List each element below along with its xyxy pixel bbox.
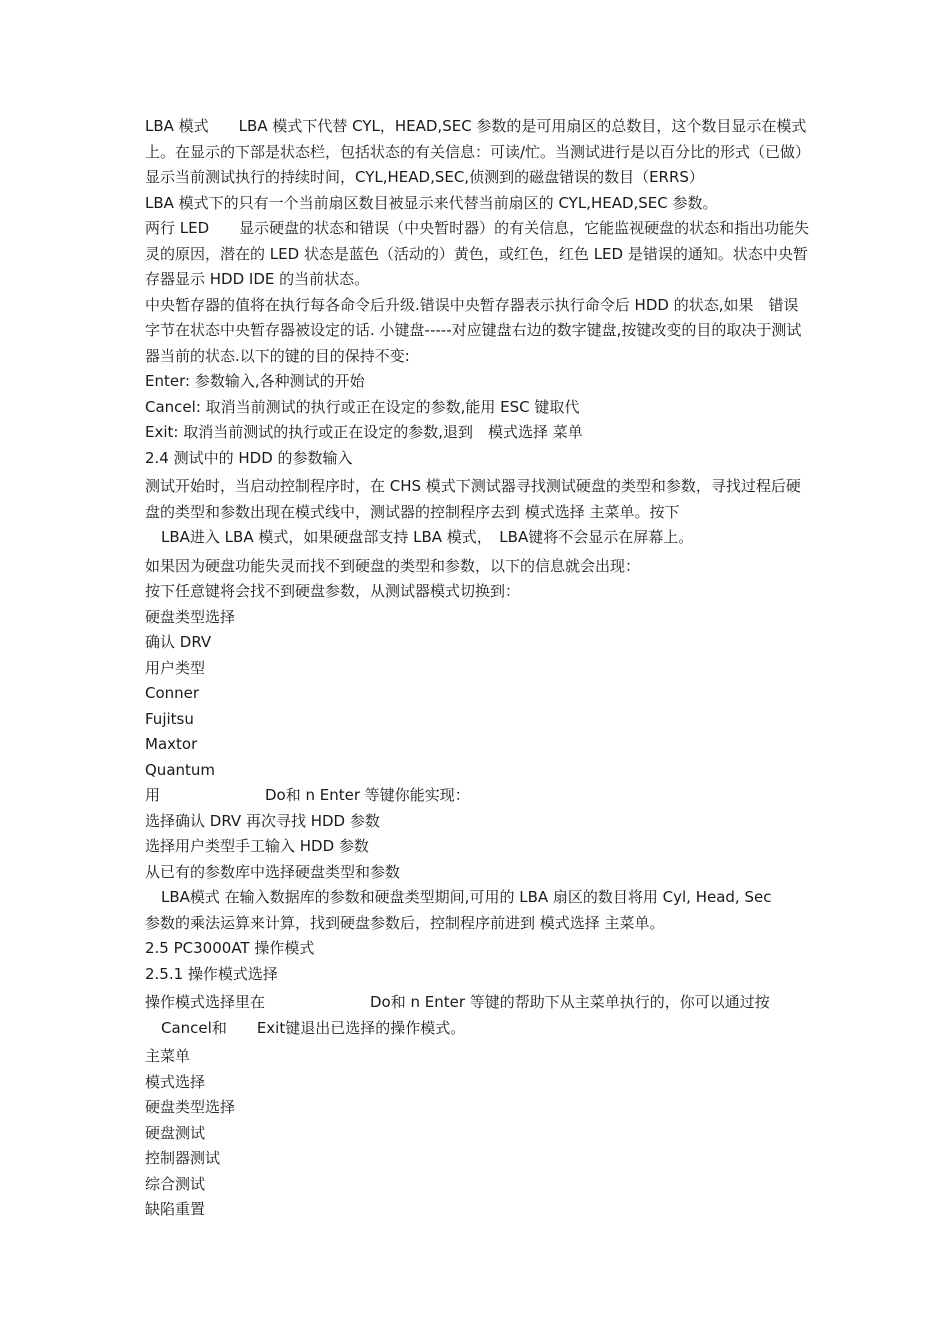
section-heading-2-4: 2.4 测试中的 HDD 的参数输入 xyxy=(145,448,353,467)
paragraph-op-select: 操作模式选择里在 Do和 n Enter 等键的帮助下从主菜单执行的，你可以通过按 xyxy=(145,993,770,1011)
list-item: Quantum xyxy=(145,760,216,779)
list-item: Conner xyxy=(145,684,200,702)
list-item: Fujitsu xyxy=(145,709,194,728)
paragraph-lba-mode-3: LBA模式 在输入数据库的参数和硬盘类型期间,可用的 LBA 扇区的数目将用 Cyl, Head, Sec xyxy=(161,888,772,906)
paragraph-op-select-2: Cancel和 Exit键退出已选择的操作模式。 xyxy=(161,1018,466,1037)
paragraph-register: 中央暂存器的值将在执行每各命令后升级.错误中央暂存器表示执行命令后 HDD 的状态,如果 错误 字节在状态中央暂存器被设定的话. 小键盘-----对应键盘右边的数字键盘,按键改变的目的取决于测试器当前的状态.以下的键的目的保持不变: xyxy=(145,295,802,365)
paragraph-test-start: 测试开始时，当启动控制程序时，在 CHS 模式下测试器寻找测试硬盘的类型和参数，寻找过程后硬盘的类型和参数出现在模式线中，测试器的控制程序去到 模式选择 主菜单。按下 xyxy=(145,477,801,521)
list-item: 硬盘类型选择 xyxy=(145,1098,236,1116)
paragraph-lba-mode-3b: 参数的乘法运算来计算，找到硬盘参数后，控制程序前进到 模式选择 主菜单。 xyxy=(145,913,665,932)
list-item: 缺陷重置 xyxy=(145,1200,206,1218)
section-heading-2-5-1: 2.5.1 操作模式选择 xyxy=(145,964,278,983)
paragraph-lba-mode: LBA 模式 LBA 模式下代替 CYL，HEAD,SEC 参数的是可用扇区的总数目，这个数目显示在模式上。在显示的下部是状态栏，包括状态的有关信息：可读/忙。当测试进行是以百分比的形式（已做）显示当前测试执行的持续时间，CYL,HEAD,SEC,侦测到的磁盘错误的数目（ERRS） xyxy=(145,117,807,186)
key-exit: Exit: 取消当前测试的执行或正在设定的参数,退到 模式选择 菜单 xyxy=(145,423,583,441)
paragraph-lba-mode-2: LBA 模式下的只有一个当前扇区数目被显示来代替当前扇区的 CYL,HEAD,SEC 参数。 xyxy=(145,193,718,212)
section-heading-2-5: 2.5 PC3000AT 操作模式 xyxy=(145,939,315,957)
paragraph-use-keys: 用 Do和 n Enter 等键你能实现： xyxy=(145,786,470,804)
list-item: 硬盘测试 xyxy=(145,1123,206,1142)
list-item: 控制器测试 xyxy=(145,1149,221,1167)
list-item: 用户类型 xyxy=(145,658,206,677)
list-item: 主菜单 xyxy=(145,1047,191,1065)
list-item: 选择确认 DRV 再次寻找 HDD 参数 xyxy=(145,811,380,830)
document-body xyxy=(145,114,810,1223)
list-item: 确认 DRV xyxy=(145,633,212,651)
list-item: 选择用户类型手工输入 HDD 参数 xyxy=(145,837,369,855)
key-cancel: Cancel: 取消当前测试的执行或正在设定的参数,能用 ESC 键取代 xyxy=(145,397,580,416)
list-item: 硬盘类型选择 xyxy=(145,607,236,626)
list-item: Maxtor xyxy=(145,735,198,753)
list-item: 模式选择 xyxy=(145,1072,206,1091)
paragraph-if-fail: 如果因为硬盘功能失灵而找不到硬盘的类型和参数，以下的信息就会出现： xyxy=(145,556,641,575)
paragraph-test-start-2: LBA进入 LBA 模式，如果硬盘部支持 LBA 模式， LBA键将不会显示在屏幕上。 xyxy=(161,528,694,546)
key-enter: Enter: 参数输入,各种测试的开始 xyxy=(145,372,365,390)
list-item: 从已有的参数库中选择硬盘类型和参数 xyxy=(145,862,401,881)
paragraph-press-any: 按下任意键将会找不到硬盘参数，从测试器模式切换到： xyxy=(145,582,521,600)
list-item: 综合测试 xyxy=(145,1174,206,1193)
paragraph-two-led: 两行 LED 显示硬盘的状态和错误（中央暂时器）的有关信息，它能监视硬盘的状态和指出功能失灵的原因，潜在的 LED 状态是蓝色（活动的）黄色，或红色，红色 LED 是错误的通知。状态中央暂存器显示 HDD IDE 的当前状态。 xyxy=(145,219,810,288)
